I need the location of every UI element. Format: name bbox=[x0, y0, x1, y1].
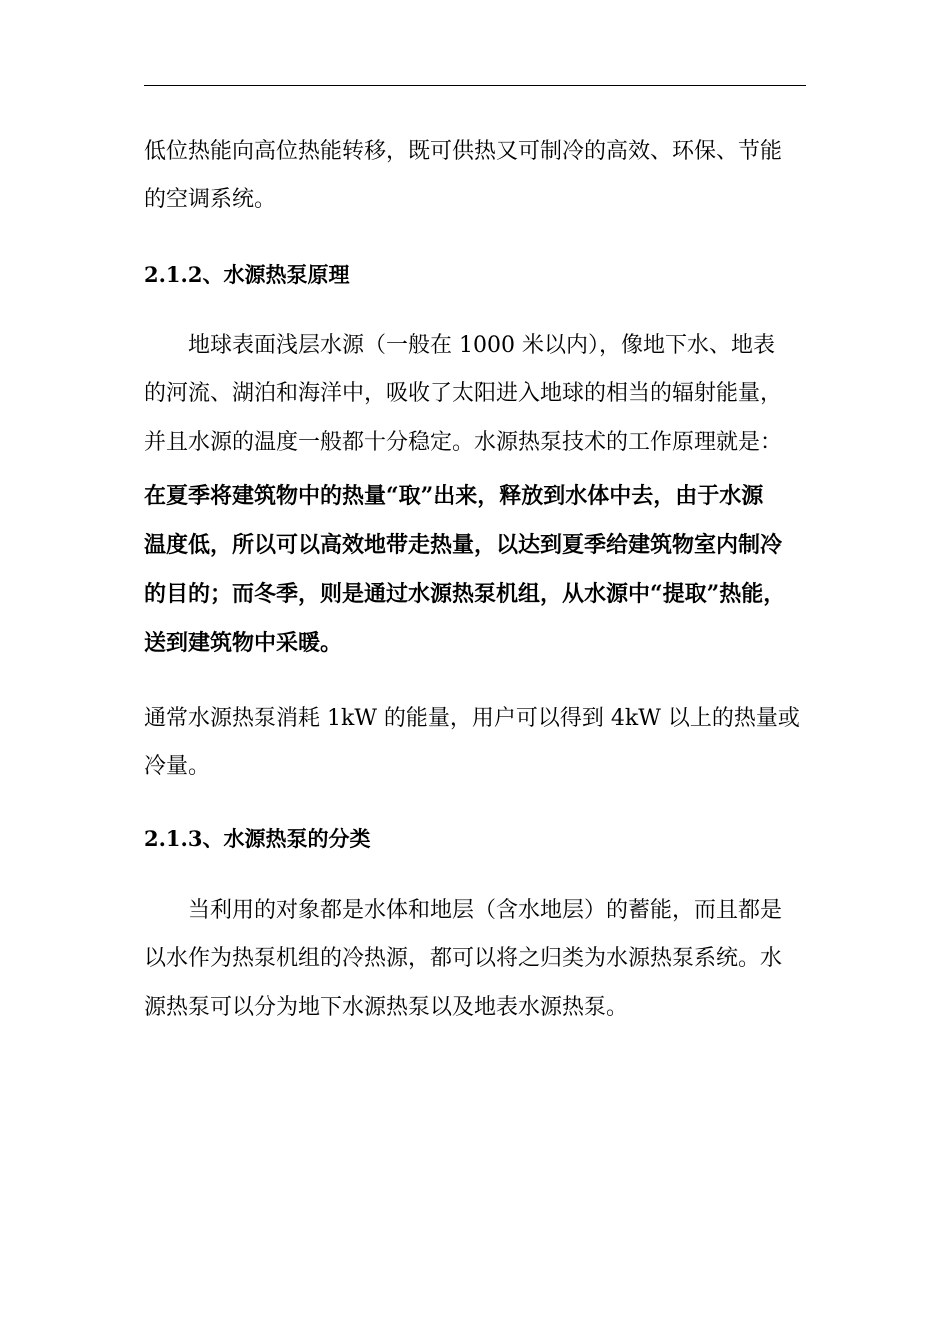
paragraph-2-line-3: 并且水源的温度一般都十分稳定。水源热泵技术的工作原理就是： bbox=[144, 430, 783, 455]
paragraph-2-line-4: 在夏季将建筑物中的热量“取”出来，释放到水体中去，由于水源 bbox=[144, 483, 764, 509]
paragraph-2-line-6: 的目的；而冬季，则是通过水源热泵机组，从水源中“提取”热能， bbox=[144, 581, 786, 607]
header-rule bbox=[144, 85, 806, 86]
paragraph-3-line-1: 通常水源热泵消耗 1kW 的能量，用户可以得到 4kW 以上的热量或 bbox=[144, 706, 800, 731]
paragraph-2-line-7: 送到建筑物中采暖。 bbox=[144, 630, 343, 656]
section-heading-2-1-3: 2.1.3、水源热泵的分类 bbox=[144, 826, 371, 851]
paragraph-2-line-5: 温度低，所以可以高效地带走热量，以达到夏季给建筑物室内制冷 bbox=[144, 532, 783, 558]
paragraph-4-line-3: 源热泵可以分为地下水源热泵以及地表水源热泵。 bbox=[144, 995, 629, 1020]
paragraph-4-line-1: 当利用的对象都是水体和地层（含水地层）的蓄能，而且都是 bbox=[188, 898, 783, 923]
section-heading-2-1-2: 2.1.2、水源热泵原理 bbox=[144, 262, 350, 287]
paragraph-2-line-2: 的河流、湖泊和海洋中，吸收了太阳进入地球的相当的辐射能量， bbox=[144, 381, 783, 406]
paragraph-3-line-2: 冷量。 bbox=[144, 754, 211, 779]
paragraph-4-line-2: 以水作为热泵机组的冷热源，都可以将之归类为水源热泵系统。水 bbox=[144, 946, 783, 971]
paragraph-2-line-1: 地球表面浅层水源（一般在 1000 米以内），像地下水、地表 bbox=[188, 333, 775, 358]
paragraph-1-line-1: 低位热能向高位热能转移，既可供热又可制冷的高效、环保、节能 bbox=[144, 139, 783, 164]
paragraph-1-line-2: 的空调系统。 bbox=[144, 187, 277, 212]
